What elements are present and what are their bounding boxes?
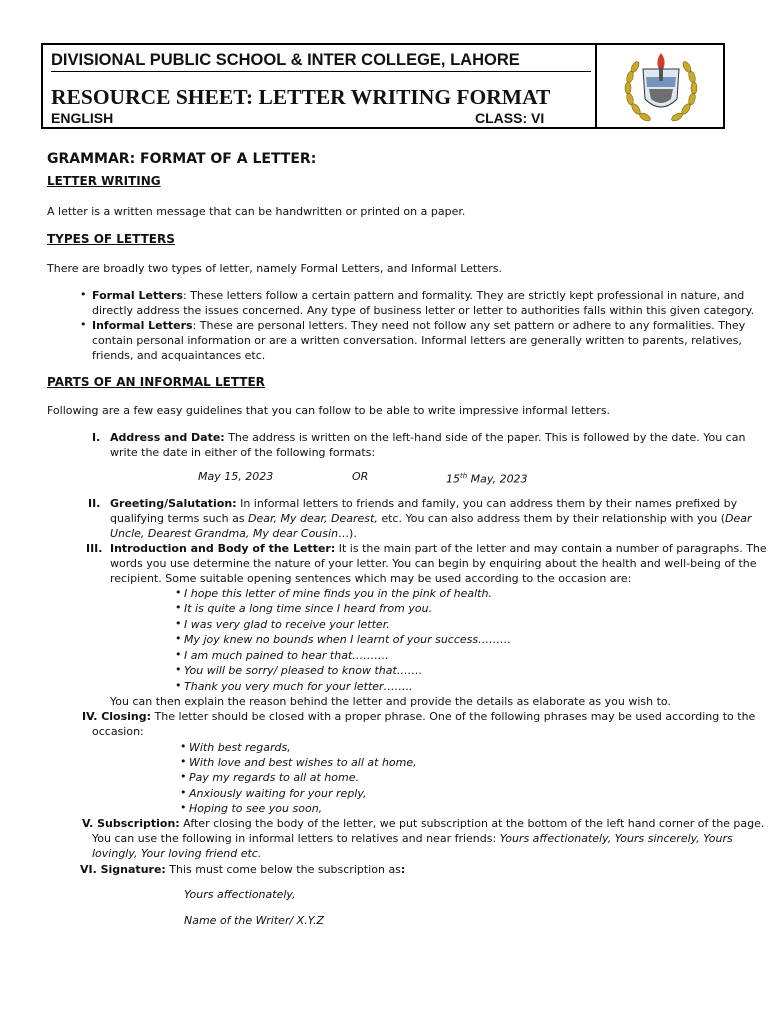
item-iii-after: You can then explain the reason behind the letter and provide the details as elaborate as you wish to.	[110, 695, 671, 708]
date-format-2: 15th May, 2023	[446, 472, 528, 486]
item-iv-line-2: occasion:	[92, 725, 144, 738]
opening-sentence: You will be sorry/ pleased to know that…….	[184, 664, 423, 677]
informal-line-1: Informal Letters: These are personal letters. They need not follow any set pattern or adhere to any formalities. They	[92, 319, 746, 332]
opening-sentence: I am much pained to hear that……….	[184, 649, 389, 662]
item-i-line-2: write the date in either of the following formats:	[110, 446, 376, 459]
school-crest-icon	[613, 47, 709, 127]
parts-heading: PARTS OF AN INFORMAL LETTER	[47, 375, 265, 389]
parts-intro: Following are a few easy guidelines that you can follow to be able to write impressive informal letters.	[47, 404, 611, 417]
informal-line-3: friends, and acquaintances etc.	[92, 349, 266, 362]
bullet-dot: •	[175, 601, 182, 614]
signature-name: Name of the Writer/ X.Y.Z	[184, 914, 325, 927]
bullet-dot: •	[180, 740, 187, 753]
item-v-line-2: You can use the following in informal letters to relatives and near friends: Yours affectionately, Yours sincerely, Yours	[92, 832, 733, 845]
closing-phrase: With best regards,	[189, 741, 291, 754]
signature-subscription: Yours affectionately,	[184, 888, 296, 901]
closing-phrase: Hoping to see you soon,	[189, 802, 323, 815]
item-iii-line-2: words you use determine the nature of your letter. You can begin by enquiring about the health and well-being of the	[110, 557, 757, 570]
school-name: DIVISIONAL PUBLIC SCHOOL & INTER COLLEGE, LAHORE	[51, 49, 591, 72]
bullet-dot: •	[175, 617, 182, 630]
item-iii-line-3: recipient. Some suitable opening sentences which may be used according to the occasion are:	[110, 572, 632, 585]
item-v-line-1: V. Subscription: After closing the body of the letter, we put subscription at the bottom of the left hand corner of the page.	[82, 817, 765, 830]
opening-sentence: My joy knew no bounds when I learnt of your success………	[184, 633, 512, 646]
item-iii-line-1: Introduction and Body of the Letter: It is the main part of the letter and may contain a number of paragraphs. The	[110, 542, 767, 555]
closing-phrase: Anxiously waiting for your reply,	[189, 787, 367, 800]
class-label: CLASS: VI	[475, 110, 545, 126]
item-vi-line: VI. Signature: This must come below the subscription as:	[80, 863, 406, 876]
header-box	[41, 43, 725, 129]
formal-line-2: directly address the issues concerned. Any type of business letter or letter to authorities falls within this given category.	[92, 304, 755, 317]
types-intro: There are broadly two types of letter, namely Formal Letters, and Informal Letters.	[47, 262, 503, 275]
subject-row	[51, 109, 591, 128]
bullet-dot: •	[180, 786, 187, 799]
bullet-dot: •	[175, 679, 182, 692]
grammar-heading: GRAMMAR: FORMAT OF A LETTER:	[47, 151, 317, 167]
bullet-dot: •	[80, 288, 87, 301]
item-ii-line-3: Uncle, Dearest Grandma, My dear Cousin…).	[110, 527, 357, 540]
letter-definition: A letter is a written message that can be handwritten or printed on a paper.	[47, 205, 466, 218]
letter-writing-heading: LETTER WRITING	[47, 174, 161, 188]
subject-label: ENGLISH	[51, 110, 114, 126]
date-format-1: May 15, 2023	[198, 470, 274, 483]
types-heading: TYPES OF LETTERS	[47, 232, 175, 246]
header-divider	[595, 45, 597, 127]
bullet-dot: •	[175, 648, 182, 661]
item-i-line-1: Address and Date: The address is written on the left-hand side of the paper. This is followed by the date. You can	[110, 431, 746, 444]
bullet-dot: •	[180, 801, 187, 814]
closing-phrase: With love and best wishes to all at home,	[189, 756, 417, 769]
opening-sentence: I was very glad to receive your letter.	[184, 618, 390, 631]
informal-line-2: contain personal information or are a written conversation. Informal letters are generally written to parents, relatives,	[92, 334, 742, 347]
item-ii-line-2: qualifying terms such as Dear, My dear, Dearest, etc. You can also address them by their relationship with you (Dear	[110, 512, 752, 525]
bullet-dot: •	[175, 586, 182, 599]
bullet-dot: •	[80, 318, 87, 331]
opening-sentence: Thank you very much for your letter……..	[184, 680, 413, 693]
item-iii-number: III.	[86, 542, 103, 555]
item-iv-line-1: IV. Closing: The letter should be closed with a proper phrase. One of the following phrases may be used according to the	[82, 710, 756, 723]
bullet-dot: •	[180, 755, 187, 768]
formal-line-1: Formal Letters: These letters follow a certain pattern and formality. They are strictly kept professional in nature, and	[92, 289, 745, 302]
item-i-number: I.	[92, 431, 101, 444]
item-ii-number: II.	[88, 497, 101, 510]
page-title: RESOURCE SHEET: LETTER WRITING FORMAT	[51, 85, 551, 109]
opening-sentence: I hope this letter of mine finds you in the pink of health.	[184, 587, 492, 600]
bullet-dot: •	[175, 632, 182, 645]
bullet-dot: •	[175, 663, 182, 676]
opening-sentence: It is quite a long time since I heard from you.	[184, 602, 433, 615]
item-v-line-3: lovingly, Your loving friend etc.	[92, 847, 262, 860]
bullet-dot: •	[180, 770, 187, 783]
date-or: OR	[352, 470, 369, 483]
item-ii-line-1: Greeting/Salutation: In informal letters to friends and family, you can address them by their names prefixed by	[110, 497, 738, 510]
closing-phrase: Pay my regards to all at home.	[189, 771, 359, 784]
